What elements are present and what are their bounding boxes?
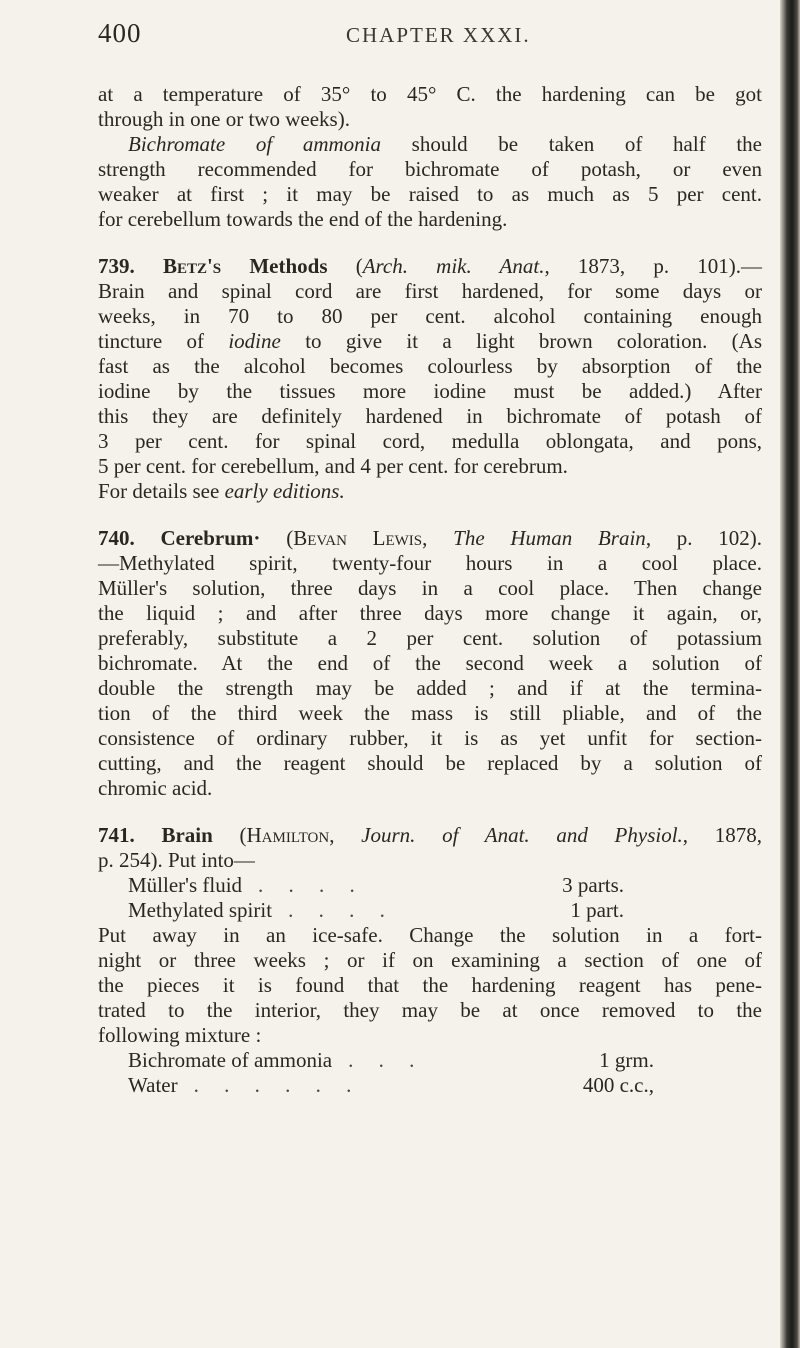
recipe-quantity: 1 grm. — [599, 1048, 654, 1072]
text-line: night or three weeks ; or if on examining a section of one of — [98, 948, 762, 972]
text-line: —Methylated spirit, twenty-four hours in a cool place. — [98, 551, 762, 575]
text-line: for cerebellum towards the end of the hardening. — [98, 207, 508, 231]
text-line: Put away in an ice-safe. Change the solution in a fort- — [98, 923, 762, 947]
italic-term: iodine — [228, 329, 281, 353]
text-line: tion of the third week the mass is still pliable, and of the — [98, 701, 762, 725]
text-line: 3 per cent. for spinal cord, medulla oblongata, and pons, — [98, 429, 762, 453]
italic-term: early editions. — [224, 479, 345, 503]
recipe-row — [128, 1073, 654, 1098]
page-number: 400 — [98, 18, 142, 48]
recipe-item: Water — [128, 1073, 178, 1097]
page-body — [98, 82, 762, 1098]
recipe-item: Müller's fluid — [128, 873, 243, 897]
section-title: Brain — [161, 823, 213, 847]
text-line: strength recommended for bichromate of potash, or even — [98, 157, 762, 181]
leader-dots: . . . — [348, 1048, 425, 1072]
recipe-list — [98, 1048, 654, 1098]
section-title: Cerebrum· — [160, 526, 261, 550]
leader-dots: . . . . — [258, 873, 365, 897]
text-line: Bichromate of ammonia should be taken of half the — [128, 132, 762, 156]
recipe-row — [128, 898, 624, 923]
text-line: trated to the interior, they may be at once removed to the — [98, 998, 762, 1022]
text-line: the pieces it is found that the hardening reagent has pene- — [98, 973, 762, 997]
section-number: 740. — [98, 526, 135, 550]
recipe-list — [98, 873, 624, 923]
recipe-quantity: 400 c.c., — [582, 1073, 654, 1097]
section-741 — [98, 823, 762, 1098]
section-author: Betz's — [162, 254, 222, 278]
section-heading: 739. Betz's Methods (Arch. mik. Anat., 1873, p. 101).— — [98, 254, 762, 278]
text-line: cutting, and the reagent should be replaced by a solution of — [98, 751, 762, 775]
intro-paragraph — [98, 82, 762, 232]
reference-book: The Human Brain — [453, 526, 646, 550]
text-line: preferably, substitute a 2 per cent. solution of potassium — [98, 626, 762, 650]
text-line: consistence of ordinary rubber, it is as yet unfit for section- — [98, 726, 762, 750]
leader-dots: . . . . . . — [193, 1073, 362, 1097]
section-number: 741. — [98, 823, 135, 847]
reference-author: Hamilton — [246, 823, 330, 847]
section-heading: 741. Brain (Hamilton, Journ. of Anat. and Physiol., 1878, — [98, 823, 762, 847]
text-line: weeks, in 70 to 80 per cent. alcohol containing enough — [98, 304, 762, 328]
text-line: bichromate. At the end of the second week a solution of — [98, 651, 762, 675]
recipe-quantity: 1 part. — [570, 898, 624, 922]
text-line: at a temperature of 35° to 45° C. the hardening can be got — [98, 82, 762, 106]
section-number: 739. — [98, 254, 135, 278]
text-line: double the strength may be added ; and if at the termina- — [98, 676, 762, 700]
text-line: iodine by the tissues more iodine must be added.) After — [98, 379, 762, 403]
text-line: Brain and spinal cord are first hardened, for some days or — [98, 279, 762, 303]
bichromate-term: Bichromate of ammonia — [128, 132, 381, 156]
reference-author: Bevan Lewis — [293, 526, 423, 550]
recipe-item: Methylated spirit — [128, 898, 273, 922]
reference-journal: Journ. of Anat. and Physiol. — [361, 823, 683, 847]
text-line: this they are definitely hardened in bichromate of potash of — [98, 404, 762, 428]
text-line: fast as the alcohol becomes colourless by absorption of the — [98, 354, 762, 378]
recipe-item: Bichromate of ammonia — [128, 1048, 333, 1072]
text-line: Müller's solution, three days in a cool place. Then change — [98, 576, 762, 600]
text-line: weaker at first ; it may be raised to as much as 5 per cent. — [98, 182, 762, 206]
text-line: tincture of iodine to give it a light brown coloration. (As — [98, 329, 762, 353]
section-739 — [98, 254, 762, 504]
reference-journal: Arch. mik. Anat. — [362, 254, 545, 278]
recipe-row — [128, 873, 624, 898]
text-line: following mixture : — [98, 1023, 262, 1047]
section-740 — [98, 526, 762, 801]
text-line: 5 per cent. for cerebellum, and 4 per cent. for cerebrum. — [98, 454, 568, 478]
chapter-title: CHAPTER XXXI. — [346, 23, 531, 47]
text-line: through in one or two weeks). — [98, 107, 350, 131]
running-header — [0, 18, 800, 58]
page-binding-edge — [780, 0, 800, 1348]
text-line: chromic acid. — [98, 776, 213, 800]
section-title: Methods — [249, 254, 328, 278]
recipe-row — [128, 1048, 654, 1073]
text-line: p. 254). Put into— — [98, 848, 255, 872]
recipe-quantity: 3 parts. — [562, 873, 624, 897]
text-line: the liquid ; and after three days more change it again, or, — [98, 601, 762, 625]
section-heading: 740. Cerebrum· (Bevan Lewis, The Human Brain, p. 102). — [98, 526, 763, 550]
text-line: For details see early editions. — [98, 479, 345, 503]
leader-dots: . . . . — [288, 898, 395, 922]
